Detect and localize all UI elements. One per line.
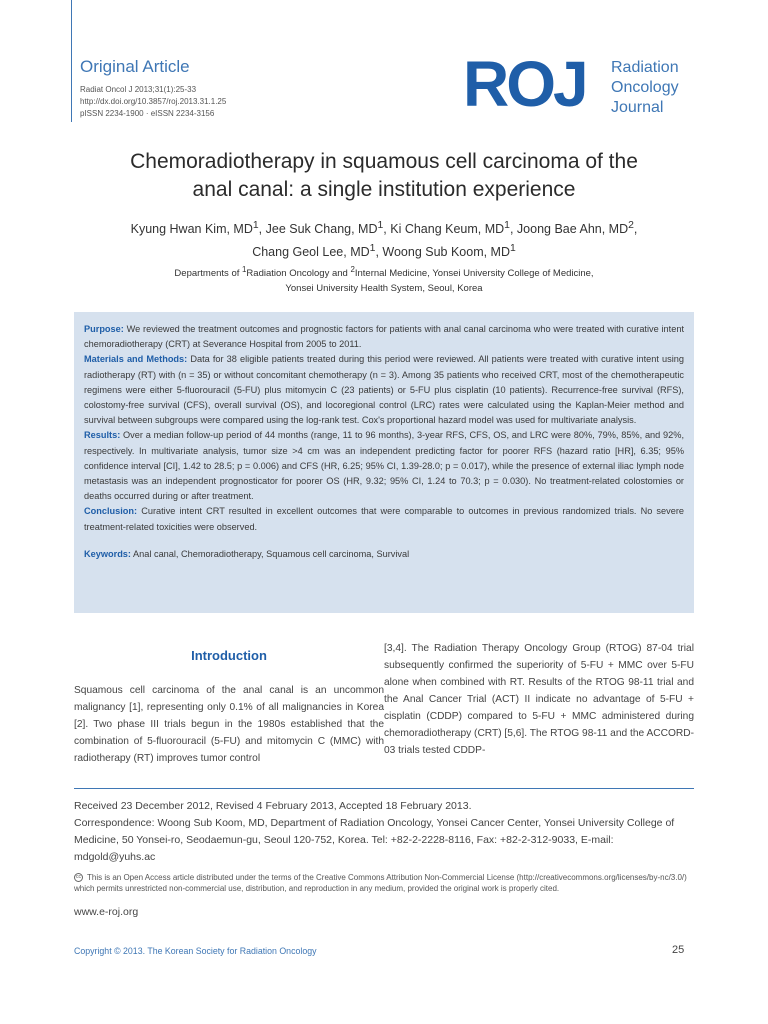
citation: Radiat Oncol J 2013;31(1):25-33 (80, 85, 197, 94)
author: Woong Sub Koom, MD (382, 245, 510, 260)
column-left (74, 640, 384, 767)
received-dates: Received 23 December 2012, Revised 4 February 2013, Accepted 18 February 2013. (74, 800, 472, 812)
page-number: 25 (672, 944, 685, 956)
affiliations: Departments of $^1$Radiation Oncology and $^2$Internal Medicine, Yonsei University College of Medicine, Yonsei University Health System, Seoul, Korea (60, 262, 708, 296)
author: Kyung Hwan Kim, MD (130, 222, 253, 237)
author: Jee Suk Chang, MD (265, 222, 378, 237)
copyright: Copyright © 2013. The Korean Society for Radiation Oncology (74, 946, 317, 956)
website-link[interactable]: www.e-roj.org (74, 906, 139, 918)
footer-rule (74, 788, 694, 789)
author-list: Kyung Hwan Kim, $MD^1$, Jee Suk Chang, $MD^1$, Ki Chang Keum, $MD^1$, Joong Bae Ahn, $MD^2$, Chang Geol Lee, $MD^1$, Woong Sub Koom, $MD^1$ (130, 220, 638, 260)
body-paragraph: [3,4]. The Radiation Therapy Oncology Group (RTOG) 87-04 trial subsequently confirmed the superiority of 5-FU + MMC over 5-FU alone when combined with RT. Results of the RTOG 98-11 trial and the Anal Cancer Trial (ACT) II indicate no advantage of 5-FU + cisplatin (CDDP) compared to 5-FU + MMC administered during chemoradiotherapy (CRT) [5,6]. The RTOG 98-11 and the ACCORD-03 trials tested CDDP- (384, 643, 694, 756)
affil-text: Internal Medicine, Yonsei University College of Medicine, (354, 268, 594, 280)
abstract-text: Curative intent CRT resulted in excellent outcomes that were comparable to outcomes in previous randomized trials. No severe treatment-related toxicities were observed. (84, 506, 684, 532)
correspondence: Correspondence: Woong Sub Koom, MD, Department of Radiation Oncology, Yonsei Cancer Center, Yonsei University College of Medicine, 50 Yonsei-ro, Seodaemun-gu, Seoul 120-752, Korea. Tel: +82-2-2228-8116, Fax: +82-2-312-9033, E-mail: mdgold@yuhs.ac (74, 817, 675, 863)
abstract-text: We reviewed the treatment outcomes and prognostic factors for patients with anal canal carcinoma who were treated with curative intent chemoradiotherapy (CRT) at Severance Hospital from 2005 to 2011. (84, 324, 684, 350)
author: Joong Bae Ahn, MD (516, 222, 629, 237)
abstract-label: Purpose: (84, 324, 124, 334)
abstract-label: Results: (84, 430, 121, 441)
creative-commons-icon: cc (76, 874, 81, 881)
abstract-text: Over a median follow-up period of 44 months (range, 11 to 96 months), 3-year RFS, CFS, OS, and LRC were 80%, 79%, 85%, and 92%, respectively. In multivariate analysis, tumor size >4 cm was an independent predicting factor for poorer RFS (hazard ratio [HR], 6.35; 95% confidence interval [CI], 1.42 to 28.5; p = 0.006) and CFS (HR, 6.25; 95% CI, 1.39-28.0; p = 0.017), while the presence of external iliac lymph node metastasis was an independent prognosticator for poorer OS (HR, 9.32; 95% CI, 1.24 to 70.3; p = 0.030). No treatment-related colostomies or deaths occurred during or after treatment. (84, 430, 684, 502)
article-type: Original Article (80, 57, 190, 76)
issn: pISSN 2234-1900 · eISSN 2234-3156 (80, 109, 215, 118)
abstract-label: Conclusion: (84, 506, 138, 517)
affil-text: Departments of (174, 268, 243, 280)
header-rule (71, 0, 72, 122)
section-heading: Introduction (191, 648, 267, 663)
abstract-label: Materials and Methods: (84, 354, 188, 365)
affil-text: Yonsei University Health System, Seoul, Korea (285, 283, 483, 295)
logo-text (611, 58, 731, 118)
abstract-methods (84, 352, 684, 428)
article-title (60, 148, 708, 204)
license-notice (74, 872, 694, 894)
logo-line: Radiation (611, 59, 679, 76)
license-text: This is an Open Access article distributed under the terms of the Creative Commons Attribution Non-Commercial License (http://creativecommons.org/licenses/by-nc/3.0/) which permits unrestricted non-commercial use, distribution, and reproduction in any medium, provided the original work is properly cited. (74, 873, 687, 893)
abstract-results (84, 428, 684, 504)
abstract-box (74, 312, 694, 613)
title-line: anal canal: a single institution experience (192, 178, 576, 201)
abstract-keywords (84, 547, 684, 562)
abstract-text: Data for 38 eligible patients treated during this period were reviewed. All patients were treated with curative intent using radiotherapy (RT) with (n = 35) or without concomitant chemotherapy (n = 3). Among 35 patients who received CRT, most of the chemotherapeutic regimens were either 5-fluorouracil (5-FU) plus mitomycin C (23 patients) or 5-FU plus cisplatin (10 patients). Recurrence-free survival (RFS), colostomy-free survival (CFS), overall survival (OS), and locoregional control (LRC) rates were calculated using the Kaplan-Meier method and survival between subgroups were compared using the log-rank test. Cox's proportional hazard model was used for multivariate analysis. (84, 354, 684, 426)
abstract-label: Keywords: (84, 548, 131, 559)
article-notes (74, 798, 694, 866)
author: Ki Chang Keum, MD (390, 222, 505, 237)
doi-link[interactable]: http://dx.doi.org/10.3857/roj.2013.31.1.25 (80, 97, 227, 106)
body-paragraph: Squamous cell carcinoma of the anal canal is an uncommon malignancy [1], representing only 0.1% of all malignancies in Korea [2]. Two phase III trials begun in the 1980s established that the combination of 5-fluorouracil (5-FU) and mitomycin C (MMC) with radiotherapy (RT) improves tumor control (74, 685, 384, 764)
citation-block (80, 84, 226, 120)
logo-mark: ROJ (463, 48, 586, 120)
author: Chang Geol Lee, MD (252, 245, 370, 260)
title-line: Chemoradiotherapy in squamous cell carcinoma of the (130, 150, 638, 173)
logo-line: Journal (611, 99, 664, 116)
abstract-text: Anal canal, Chemoradiotherapy, Squamous cell carcinoma, Survival (130, 548, 410, 559)
logo-line: Oncology (611, 79, 679, 96)
abstract-purpose (84, 322, 684, 352)
column-right (384, 640, 694, 759)
abstract-conclusion (84, 504, 684, 534)
affil-text: Radiation Oncology and (246, 268, 351, 280)
